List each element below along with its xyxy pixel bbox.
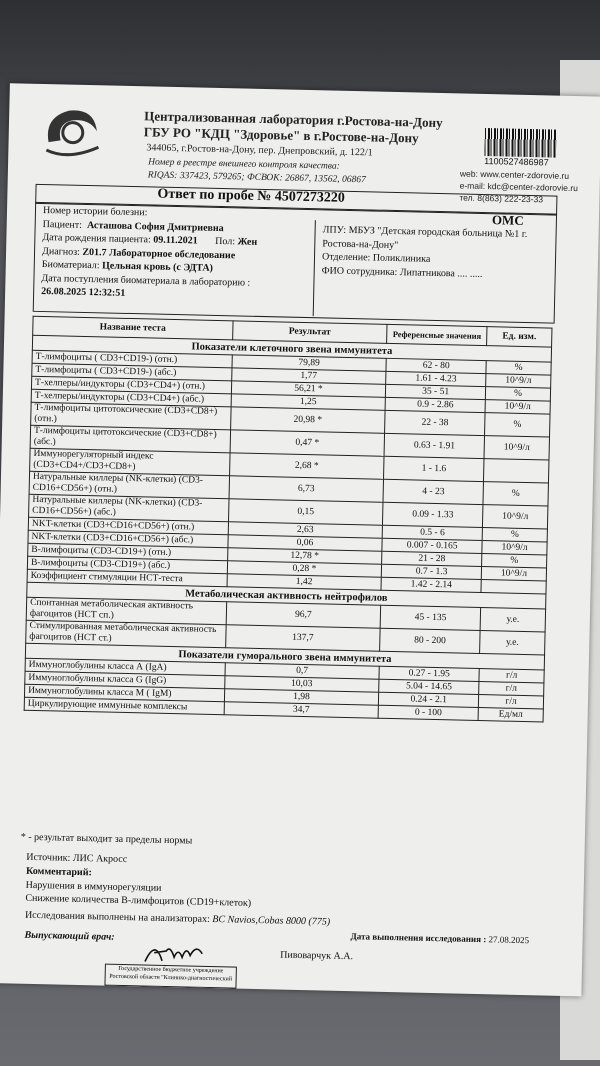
registry-label: Номер в реестре внешнего контроля качества: xyxy=(148,157,340,172)
test-reference: 0.7 - 1.3 xyxy=(382,564,482,579)
test-reference: 0 - 100 xyxy=(378,705,478,720)
test-unit: 10^9/л xyxy=(482,541,547,555)
arrival-label: Дата поступления биоматериала в лабораторию : xyxy=(41,272,251,289)
test-result: 1,77 xyxy=(231,368,386,385)
test-reference: 4 - 23 xyxy=(383,479,483,504)
test-reference: 62 - 80 xyxy=(386,358,486,373)
test-result: 0,47 * xyxy=(230,430,385,457)
analyzers-value: BC Navios,Cobas 8000 (775) xyxy=(212,914,331,928)
stamp-line-1: Государственное бюджетное учреждение xyxy=(118,965,224,975)
test-reference: 0.5 - 6 xyxy=(382,525,482,540)
biomaterial-value: Цельная кровь (с ЭДТА) xyxy=(101,260,214,274)
signature-icon xyxy=(140,936,221,968)
completion-date xyxy=(351,931,530,945)
biomaterial-label: Биоматериал: xyxy=(41,258,100,272)
test-name: В-лимфоциты (CD3-CD19+) (отн.) xyxy=(28,543,228,561)
test-unit: Ед/мл xyxy=(478,708,543,722)
test-unit: % xyxy=(485,413,550,437)
test-reference: 35 - 51 xyxy=(386,384,486,399)
note: * - результат выходит за пределы нормы xyxy=(20,831,193,847)
test-name: NKT-клетки (CD3+CD16+CD56+) (отн.) xyxy=(28,517,228,535)
test-reference: 21 - 28 xyxy=(382,551,482,566)
test-unit: % xyxy=(485,387,550,401)
section-title: Метаболическая активность нейтрофилов xyxy=(27,582,546,609)
institution-name: ГБУ РО "КДЦ "Здоровье" в г.Ростове-на-Дону xyxy=(143,124,419,146)
test-unit: г/л xyxy=(479,682,544,696)
arrival-value: 26.08.2025 12:32:51 xyxy=(41,285,126,299)
comment-2: Снижение количества В-лимфоцитов (CD19+клеток) xyxy=(25,892,252,909)
test-result: 34,7 xyxy=(224,702,379,719)
patient-info xyxy=(41,204,258,303)
test-name: Натуральные киллеры (NK-клетки) (CD3-CD16+CD56+) (отн.) xyxy=(29,471,229,499)
history-label: Номер истории болезни: xyxy=(42,204,148,219)
patient-label: Пациент: xyxy=(42,218,83,231)
test-unit: % xyxy=(486,361,551,375)
col-result: Результат xyxy=(232,321,387,344)
date-label: Дата выполнения исследования : xyxy=(350,931,487,945)
col-test: Название теста xyxy=(33,316,233,340)
test-reference: 1.42 - 2.14 xyxy=(381,577,481,592)
registry-numbers: RIQAS: 337423, 579265; ФСВОК: 26867, 13562, 06867 xyxy=(147,170,366,186)
test-name: Т-лимфоциты ( CD3+CD19-) (отн.) xyxy=(32,350,232,368)
employee: ФИО сотрудника: Липатникова .... ..... xyxy=(321,264,483,280)
test-unit: г/л xyxy=(479,669,544,683)
test-name: Иммунорегуляторный индекс (CD3+CD4+/CD3+CD8+) xyxy=(30,448,230,476)
test-result: 12,78 * xyxy=(227,548,382,565)
barcode-number: 1100527486987 xyxy=(484,155,549,168)
test-unit: 10^9/л xyxy=(483,505,548,529)
test-unit: у.е. xyxy=(480,608,545,632)
doctor-name: Пивоварчук А.А. xyxy=(280,949,354,963)
test-result: 1,25 xyxy=(231,394,386,411)
patient-name: Асташова София Дмитриевна xyxy=(86,219,224,234)
test-unit: % xyxy=(483,482,548,506)
test-reference: 0.007 - 0.165 xyxy=(382,538,482,553)
test-unit: у.е. xyxy=(480,631,545,655)
test-name: Т-лимфоциты цитотоксические (CD3+CD8+) (абс.) xyxy=(30,425,230,453)
test-name: Т-лимфоциты цитотоксические (CD3+CD8+) (отн.) xyxy=(31,402,231,430)
test-result: 56,21 * xyxy=(231,381,386,398)
test-result: 0,28 * xyxy=(227,561,382,578)
test-reference: 45 - 135 xyxy=(380,605,480,630)
comment-1: Нарушения в иммунорегуляции xyxy=(25,879,162,894)
test-reference: 22 - 38 xyxy=(385,410,485,435)
sex-value: Жен xyxy=(237,236,258,248)
test-unit: 10^9/л xyxy=(484,436,549,460)
test-name: Т-лимфоциты ( CD3+CD19-) (абс.) xyxy=(32,363,232,381)
barcode xyxy=(484,128,557,158)
test-result: 0,15 xyxy=(228,499,383,526)
test-name: Натуральные киллеры (NK-клетки) (CD3-CD16+CD56+) (абс.) xyxy=(29,494,229,522)
test-reference: 0.24 - 2.1 xyxy=(379,692,479,707)
comment-label: Комментарий: xyxy=(25,865,92,879)
test-reference: 1.61 - 4.23 xyxy=(386,371,486,386)
test-result: 0,7 xyxy=(225,663,380,680)
test-name: Стимулированная метаболическая активность фагоцитов (НСТ ст.) xyxy=(26,620,226,648)
dob-value: 09.11.2021 xyxy=(153,234,198,247)
department: Отделение: Поликлиника xyxy=(321,251,431,265)
test-result: 96,7 xyxy=(226,602,381,629)
test-result: 1,42 xyxy=(227,574,382,591)
test-name: Иммуноглобулины класса А (IgA) xyxy=(25,658,225,676)
test-result: 20,98 * xyxy=(230,407,385,434)
doctor-label: Выпускающий врач: xyxy=(24,929,115,943)
lab-logo-icon xyxy=(38,102,103,161)
test-unit: 10^9/л xyxy=(486,374,551,388)
test-result: 0,06 xyxy=(228,535,383,552)
test-name: В-лимфоциты (CD3-CD19+) (абс.) xyxy=(27,556,227,574)
table-body xyxy=(24,335,551,722)
test-reference: 80 - 200 xyxy=(380,628,480,653)
test-name: Иммуноглобулины класса G (IgG) xyxy=(25,671,225,689)
test-name: Т-хелперы/индукторы (CD3+CD4+) (отн.) xyxy=(31,376,231,394)
website: web: www.center-zdorovie.ru xyxy=(459,168,570,181)
dob-label: Дата рождения пациента: xyxy=(42,231,151,246)
test-result: 79,89 xyxy=(232,355,387,372)
stamp xyxy=(104,964,236,989)
analyzers xyxy=(25,910,330,928)
test-reference: 0.27 - 1.95 xyxy=(379,666,479,681)
test-unit xyxy=(484,459,549,483)
test-name: Иммуноглобулины класса М ( IgM) xyxy=(24,684,224,702)
sex-label: Пол: xyxy=(215,235,236,248)
source: Источник: ЛИС Акросс xyxy=(26,851,128,866)
phone: тел. 8(863) 222-23-33 xyxy=(459,192,544,205)
col-unit: Ед. изм. xyxy=(487,327,552,347)
test-unit: 10^9/л xyxy=(481,567,546,581)
test-name: Спонтанная метаболическая активность фагоцитов (НСТ сп.) xyxy=(26,597,226,625)
test-name: Коэффициент стимуляции НСТ-теста xyxy=(27,569,227,587)
oms-label: ОМС xyxy=(491,212,524,228)
lab-address: 344065, г.Ростов-на-Дону, пер. Днепровский, д. 122/1 xyxy=(146,142,373,159)
test-result: 1,98 xyxy=(224,689,379,706)
test-name: Циркулирующие иммунные комплексы xyxy=(24,697,224,715)
email: e-mail: kdc@center-zdorovie.ru xyxy=(459,180,579,194)
diagnosis-value: Z01.7 Лабораторное обследование xyxy=(82,246,236,261)
test-reference: 5.04 - 14.65 xyxy=(379,679,479,694)
test-unit: % xyxy=(482,528,547,542)
test-reference: 0.9 - 2.86 xyxy=(385,397,485,412)
lpu-info xyxy=(322,223,543,282)
section-title: Показатели гуморального звена иммунитета xyxy=(25,643,544,670)
test-result: 6,73 xyxy=(229,476,384,503)
test-unit: г/л xyxy=(478,695,543,709)
test-result: 2,63 xyxy=(228,522,383,539)
test-result: 137,7 xyxy=(225,625,380,652)
analyzers-label: Исследования выполнены на анализаторах: xyxy=(24,909,210,925)
section-title: Показатели клеточного звена иммунитета xyxy=(32,335,551,362)
test-result: 2,68 * xyxy=(229,453,384,480)
date-value: 27.08.2025 xyxy=(488,934,530,946)
test-result: 10,03 xyxy=(224,676,379,693)
test-reference: 1 - 1.6 xyxy=(384,456,484,481)
lab-name: Централизованная лаборатория г.Ростова-на-Дону xyxy=(144,108,443,131)
diagnosis-label: Диагноз: xyxy=(41,245,81,258)
test-unit: 10^9/л xyxy=(485,400,550,414)
stamp-line-2: Ростовской области "Клинико-диагностический xyxy=(109,973,233,983)
results-table xyxy=(24,316,553,723)
col-reference: Референсные значения xyxy=(387,324,487,345)
test-reference: 0.63 - 1.91 xyxy=(384,433,484,458)
test-unit: % xyxy=(482,554,547,568)
test-name: NKT-клетки (CD3+CD16+CD56+) (абс.) xyxy=(28,530,228,548)
lab-report-sheet xyxy=(0,83,600,996)
test-name: Т-хелперы/индукторы (CD3+CD4+) (абс.) xyxy=(31,389,231,407)
test-reference: 0.09 - 1.33 xyxy=(383,502,483,527)
lpu-name: ЛПУ: МБУЗ "Детская городская больница №1 г. Ростова-на-Дону" xyxy=(322,224,528,251)
report-title: Ответ по пробе № 4507273220 xyxy=(157,186,345,206)
